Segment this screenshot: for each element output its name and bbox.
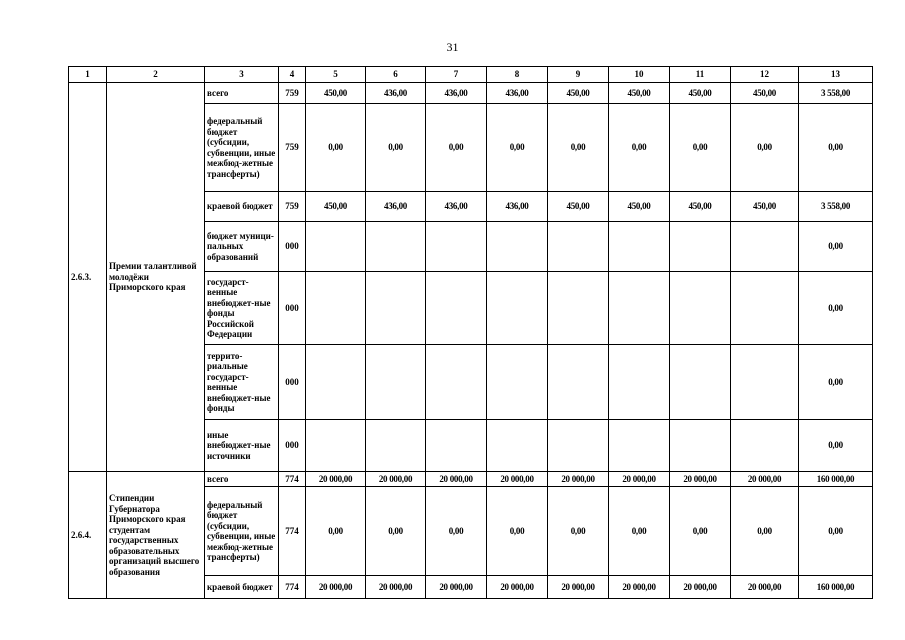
value-cell: 450,00 — [306, 83, 366, 104]
value-cell: 0,00 — [670, 104, 731, 192]
value-cell — [487, 272, 548, 345]
value-cell — [426, 272, 487, 345]
value-cell — [609, 272, 670, 345]
value-cell: 0,00 — [487, 104, 548, 192]
value-cell: 0,00 — [731, 104, 799, 192]
value-cell: 20 000,00 — [487, 472, 548, 487]
section-name: Стипендии Губернатора Приморского края студентам государственных образовательных организаций высшего образования — [107, 472, 205, 599]
funding-source: террито-риальные государст-венные внебюджет-ные фонды — [205, 345, 279, 420]
value-cell — [366, 420, 426, 472]
value-cell: 0,00 — [306, 487, 366, 576]
header-cell: 1 — [69, 67, 107, 83]
budget-table — [68, 66, 873, 599]
header-cell: 13 — [799, 67, 873, 83]
code-cell: 000 — [279, 345, 306, 420]
value-cell — [306, 345, 366, 420]
code-cell: 774 — [279, 472, 306, 487]
total-cell: 3 558,00 — [799, 83, 873, 104]
value-cell — [548, 222, 609, 272]
value-cell: 450,00 — [731, 192, 799, 222]
value-cell: 0,00 — [731, 487, 799, 576]
value-cell — [487, 345, 548, 420]
funding-source: иные внебюджет-ные источники — [205, 420, 279, 472]
code-cell: 000 — [279, 420, 306, 472]
code-cell: 774 — [279, 576, 306, 599]
value-cell: 436,00 — [366, 192, 426, 222]
value-cell: 20 000,00 — [366, 472, 426, 487]
value-cell — [306, 420, 366, 472]
value-cell — [731, 272, 799, 345]
value-cell — [670, 222, 731, 272]
value-cell — [670, 420, 731, 472]
value-cell: 20 000,00 — [306, 576, 366, 599]
code-cell: 774 — [279, 487, 306, 576]
code-cell: 759 — [279, 83, 306, 104]
value-cell — [548, 345, 609, 420]
value-cell: 0,00 — [487, 487, 548, 576]
header-cell: 4 — [279, 67, 306, 83]
total-cell: 0,00 — [799, 420, 873, 472]
value-cell: 436,00 — [487, 192, 548, 222]
value-cell: 20 000,00 — [366, 576, 426, 599]
funding-source: федеральный бюджет (субсидии, субвенции, иные межбюд-жетные трансферты) — [205, 487, 279, 576]
value-cell — [487, 222, 548, 272]
value-cell: 20 000,00 — [609, 576, 670, 599]
header-cell: 6 — [366, 67, 426, 83]
value-cell: 20 000,00 — [670, 576, 731, 599]
header-cell: 2 — [107, 67, 205, 83]
value-cell — [609, 345, 670, 420]
value-cell: 0,00 — [670, 487, 731, 576]
value-cell: 20 000,00 — [731, 576, 799, 599]
value-cell: 450,00 — [306, 192, 366, 222]
section-index: 2.6.4. — [69, 472, 107, 599]
value-cell — [426, 420, 487, 472]
value-cell: 436,00 — [426, 192, 487, 222]
total-cell: 0,00 — [799, 222, 873, 272]
header-cell: 10 — [609, 67, 670, 83]
total-cell: 3 558,00 — [799, 192, 873, 222]
value-cell: 0,00 — [306, 104, 366, 192]
funding-source: всего — [205, 83, 279, 104]
value-cell: 450,00 — [609, 192, 670, 222]
value-cell: 0,00 — [548, 104, 609, 192]
value-cell: 0,00 — [366, 487, 426, 576]
value-cell: 20 000,00 — [548, 472, 609, 487]
value-cell: 20 000,00 — [548, 576, 609, 599]
funding-source: бюджет муници-пальных образований — [205, 222, 279, 272]
value-cell — [670, 272, 731, 345]
header-cell: 12 — [731, 67, 799, 83]
table-row — [69, 83, 873, 104]
funding-source: федеральный бюджет (субсидии, субвенции, иные межбюд-жетные трансферты) — [205, 104, 279, 192]
page-number: 31 — [446, 40, 459, 54]
value-cell — [366, 222, 426, 272]
funding-source: всего — [205, 472, 279, 487]
header-cell: 8 — [487, 67, 548, 83]
value-cell: 450,00 — [548, 83, 609, 104]
value-cell: 0,00 — [548, 487, 609, 576]
value-cell: 20 000,00 — [487, 576, 548, 599]
value-cell — [306, 272, 366, 345]
header-cell: 5 — [306, 67, 366, 83]
value-cell: 0,00 — [366, 104, 426, 192]
header-cell: 11 — [670, 67, 731, 83]
funding-source: краевой бюджет — [205, 192, 279, 222]
value-cell — [731, 222, 799, 272]
funding-source: государст-венные внебюджет-ные фонды Российской Федерации — [205, 272, 279, 345]
value-cell: 20 000,00 — [670, 472, 731, 487]
value-cell: 436,00 — [366, 83, 426, 104]
total-cell: 0,00 — [799, 104, 873, 192]
code-cell: 000 — [279, 272, 306, 345]
value-cell — [609, 222, 670, 272]
total-cell: 160 000,00 — [799, 576, 873, 599]
value-cell: 0,00 — [609, 104, 670, 192]
funding-source: краевой бюджет — [205, 576, 279, 599]
section-name: Премии талантливой молодёжи Приморского края — [107, 83, 205, 472]
value-cell: 20 000,00 — [306, 472, 366, 487]
value-cell: 450,00 — [548, 192, 609, 222]
value-cell — [366, 345, 426, 420]
value-cell: 20 000,00 — [426, 472, 487, 487]
header-cell: 7 — [426, 67, 487, 83]
value-cell: 450,00 — [609, 83, 670, 104]
value-cell — [731, 345, 799, 420]
value-cell: 436,00 — [487, 83, 548, 104]
value-cell — [426, 345, 487, 420]
value-cell: 450,00 — [670, 83, 731, 104]
total-cell: 0,00 — [799, 272, 873, 345]
code-cell: 759 — [279, 104, 306, 192]
code-cell: 000 — [279, 222, 306, 272]
value-cell: 0,00 — [609, 487, 670, 576]
value-cell — [609, 420, 670, 472]
value-cell — [548, 420, 609, 472]
header-cell: 9 — [548, 67, 609, 83]
value-cell: 450,00 — [670, 192, 731, 222]
header-cell: 3 — [205, 67, 279, 83]
value-cell — [670, 345, 731, 420]
value-cell: 0,00 — [426, 487, 487, 576]
value-cell: 450,00 — [731, 83, 799, 104]
section-index: 2.6.3. — [69, 83, 107, 472]
value-cell: 20 000,00 — [609, 472, 670, 487]
value-cell — [548, 272, 609, 345]
value-cell: 20 000,00 — [426, 576, 487, 599]
value-cell: 20 000,00 — [731, 472, 799, 487]
value-cell — [366, 272, 426, 345]
value-cell — [306, 222, 366, 272]
code-cell: 759 — [279, 192, 306, 222]
value-cell: 436,00 — [426, 83, 487, 104]
total-cell: 160 000,00 — [799, 472, 873, 487]
total-cell: 0,00 — [799, 345, 873, 420]
total-cell: 0,00 — [799, 487, 873, 576]
table-row — [69, 472, 873, 487]
value-cell — [426, 222, 487, 272]
value-cell — [487, 420, 548, 472]
header-row — [69, 67, 873, 83]
value-cell — [731, 420, 799, 472]
value-cell: 0,00 — [426, 104, 487, 192]
